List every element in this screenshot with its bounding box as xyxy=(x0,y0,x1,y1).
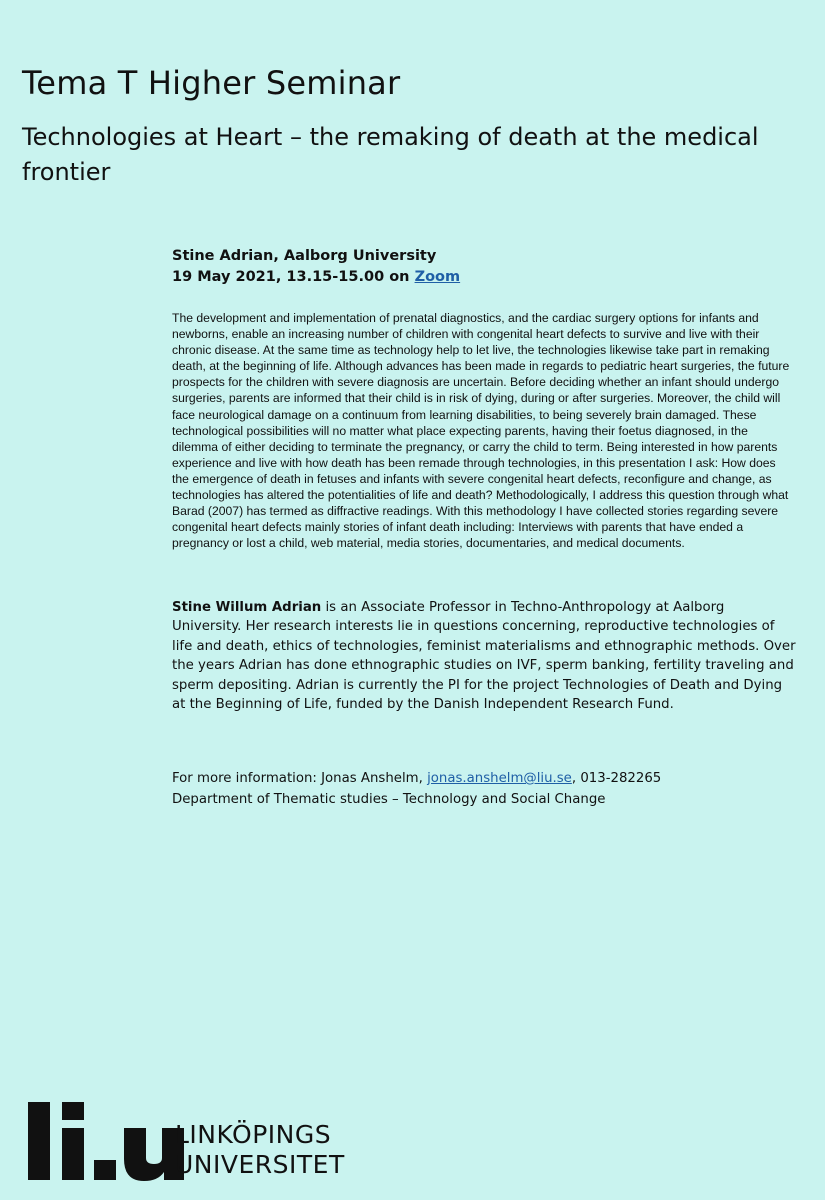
contact-line xyxy=(172,768,661,789)
contact-phone: , 013-282265 xyxy=(571,771,662,786)
logo-line-1: LINKÖPINGS xyxy=(175,1120,332,1149)
bio-text: is an Associate Professor in Techno-Anthropology at Aalborg University. Her research interests lie in questions concerning, reproductive technologies of life and death, ethics of technologies, feminist materialisms and ethnographic methods. Over the years Adrian has done ethnographic studies on IVF, sperm banking, fertility traveling and sperm depositing. Adrian is currently the PI for the project Technologies of Death and Dying at the Beginning of Life, funded by the Danish Independent Research Fund. xyxy=(172,600,796,713)
university-name xyxy=(175,1120,345,1180)
bio-name: Stine Willum Adrian xyxy=(172,600,322,615)
date-time: 19 May 2021, 13.15-15.00 on xyxy=(172,269,410,285)
event-meta xyxy=(172,246,460,288)
seminar-subtitle: Technologies at Heart – the remaking of death at the medical frontier xyxy=(22,123,759,186)
contact-info xyxy=(172,768,661,810)
zoom-link[interactable]: Zoom xyxy=(414,269,461,285)
speaker-line: Stine Adrian, Aalborg University xyxy=(172,248,437,264)
logo-line-2: UNIVERSITET xyxy=(175,1150,345,1179)
page-title: Tema T Higher Seminar xyxy=(22,64,401,102)
date-time-line xyxy=(172,267,460,288)
contact-prefix: For more information: Jonas Anshelm, xyxy=(172,771,423,786)
contact-email-link[interactable]: jonas.anshelm@liu.se xyxy=(427,771,572,786)
department-line: Department of Thematic studies – Technology and Social Change xyxy=(172,792,606,807)
abstract-text: The development and implementation of prenatal diagnostics, and the cardiac surgery options for infants and newborns, enable an increasing number of children with congenital heart defects to survive and live with their chronic disease. At the same time as technology help to let live, the technologies likewise take part in remaking death, at the beginning of life. Although advances has been made in regards to pediatric heart surgeries, the future prospects for the children with severe diagnosis are uncertain. Before deciding whether an infant should undergo surgeries, parents are informed that their child is in risk of dying, during or after surgeries. Moreover, the child will face neurological damage on a continuum from learning disabilities, to being severely brain damaged. These technological possibilities will no matter what place expecting parents, having their foetus diagnosed, in the dilemma of either deciding to terminate the pregnancy, or carry the child to term. Being interested in how parents experience and live with how death has been remade through technologies, in this presentation I ask: How does the emergence of death in fetuses and infants with severe congenital heart defects, reconfigure and change, as technologies has altered the potentialities of life and death? Methodologically, I address this question through what Barad (2007) has termed as diffractive readings. With this methodology I have collected stories regarding severe congenital heart defects mainly stories of infant death including: Interviews with parents that have ended a pregnancy or lost a child, web material, media stories, documentaries, and medical documents. xyxy=(172,311,790,551)
speaker-bio xyxy=(172,598,797,714)
